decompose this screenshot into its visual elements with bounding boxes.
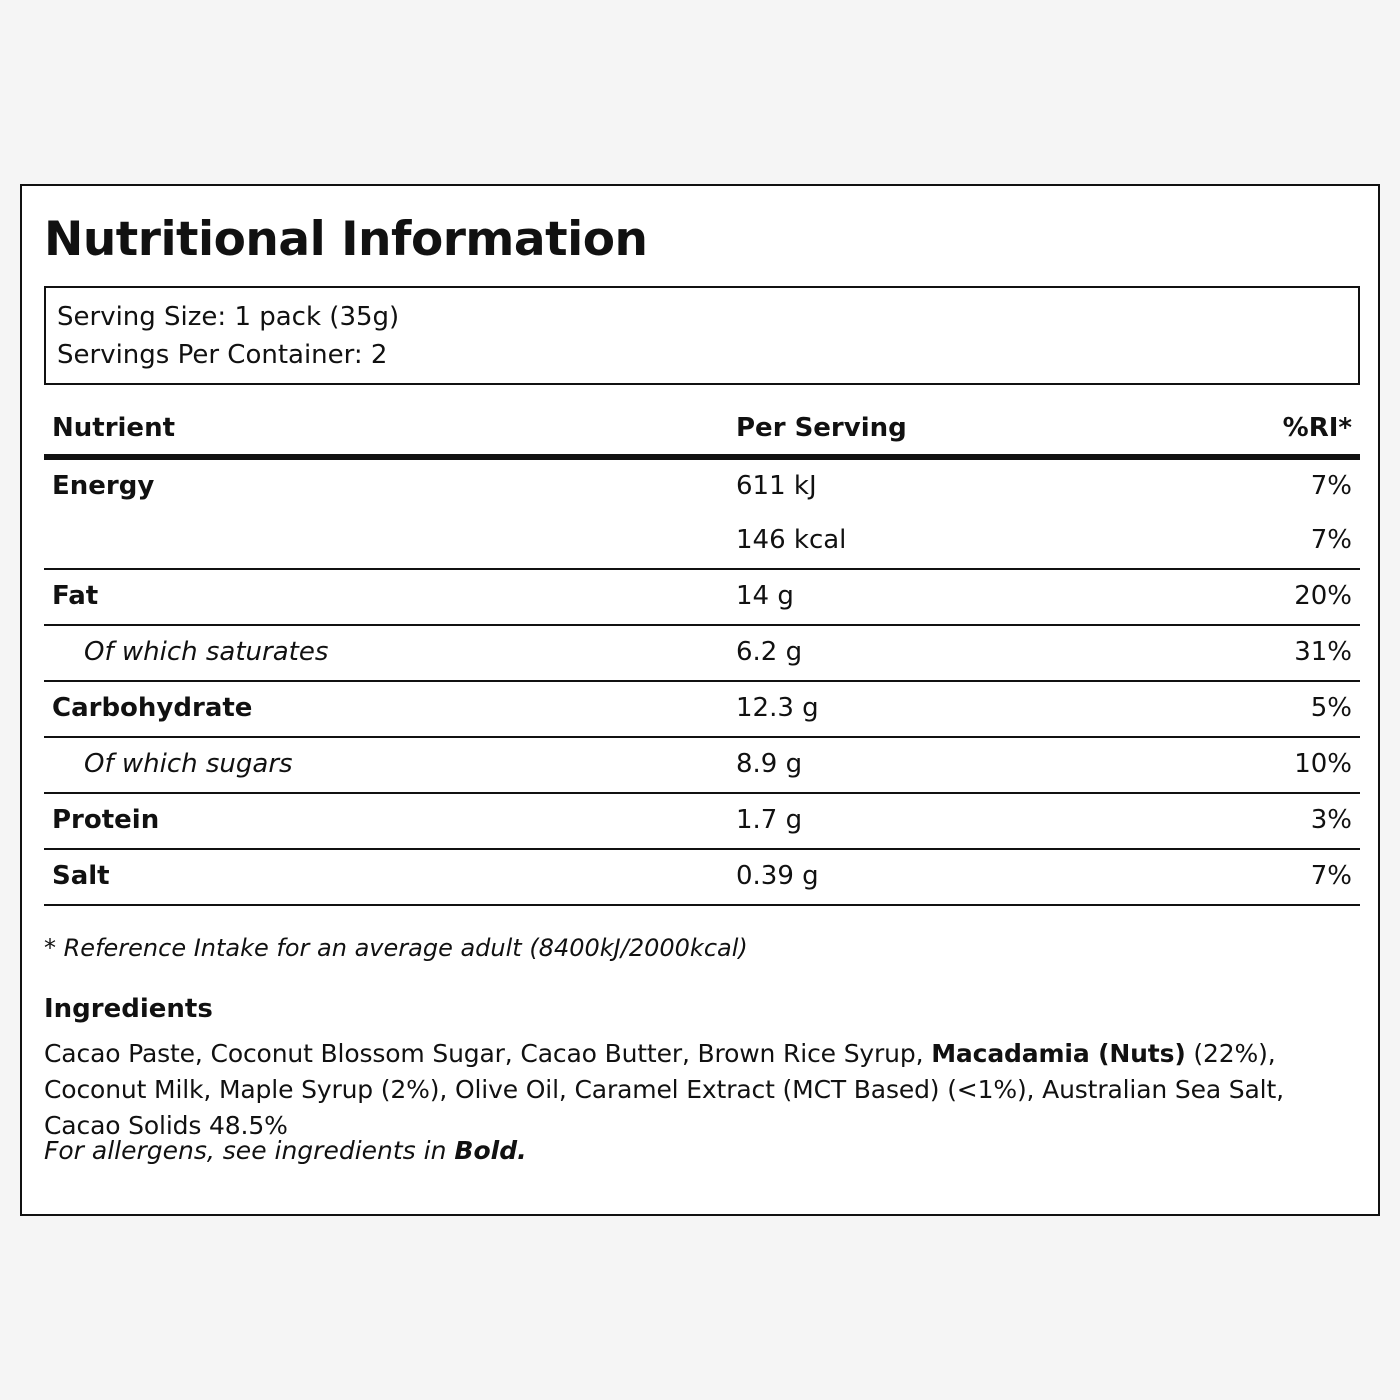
nutrient-ri: 10% — [1294, 749, 1352, 779]
nutrient-name: Protein — [52, 805, 160, 835]
table-row-salt — [44, 850, 1360, 906]
nutrient-ri: 7% — [1310, 525, 1352, 555]
nutrition-table — [44, 408, 1360, 906]
table-row-fat — [44, 570, 1360, 626]
nutrient-value: 14 g — [736, 581, 794, 611]
nutrient-name: Carbohydrate — [52, 693, 253, 723]
ingredients-text: Cacao Paste, Coconut Blossom Sugar, Cacao Butter, Brown Rice Syrup, — [44, 1039, 932, 1068]
table-header — [44, 408, 1360, 460]
nutrient-value: 8.9 g — [736, 749, 803, 779]
nutrient-value: 0.39 g — [736, 861, 819, 891]
serving-size: Serving Size: 1 pack (35g) — [57, 302, 400, 332]
nutrient-ri: 31% — [1294, 637, 1352, 667]
nutrient-ri: 3% — [1310, 805, 1352, 835]
nutrient-value: 1.7 g — [736, 805, 803, 835]
table-row-carbohydrate — [44, 682, 1360, 738]
nutrition-panel — [20, 184, 1380, 1216]
serving-info-box — [44, 286, 1360, 385]
allergen-note-text: For allergens, see ingredients in — [44, 1136, 455, 1165]
nutrient-value: 611 kJ — [736, 471, 817, 501]
ingredients-heading: Ingredients — [44, 994, 213, 1024]
nutrient-value: 12.3 g — [736, 693, 819, 723]
header-nutrient: Nutrient — [52, 413, 176, 443]
table-row-saturates — [44, 626, 1360, 682]
allergen-note — [44, 1134, 527, 1168]
ingredients-list — [44, 1036, 1364, 1144]
nutrient-ri: 7% — [1310, 861, 1352, 891]
allergen-note-bold: Bold. — [454, 1136, 527, 1165]
allergen-ingredient: Macadamia (Nuts) — [931, 1039, 1186, 1068]
nutrient-value: 146 kcal — [736, 525, 847, 555]
nutrient-name: Fat — [52, 581, 99, 611]
nutrient-ri: 7% — [1310, 471, 1352, 501]
page-title: Nutritional Information — [44, 212, 648, 267]
servings-per-container: Servings Per Container: 2 — [57, 340, 388, 370]
nutrient-ri: 20% — [1294, 581, 1352, 611]
ingredients-text: (22%), Coconut Milk, Maple Syrup (2%), Olive Oil, Caramel Extract (MCT Based) (<1%), Australian Sea Salt, Cacao Solids 48.5% — [44, 1039, 1284, 1140]
nutrient-name: Salt — [52, 861, 110, 891]
table-row-protein — [44, 794, 1360, 850]
nutrient-name: Of which saturates — [84, 637, 329, 667]
reference-intake-footnote: * Reference Intake for an average adult (8400kJ/2000kcal) — [44, 934, 748, 962]
nutrient-ri: 5% — [1310, 693, 1352, 723]
header-ri: %RI* — [1282, 413, 1352, 443]
nutrient-name: Energy — [52, 471, 155, 501]
header-per-serving: Per Serving — [736, 413, 907, 443]
table-row-sugars — [44, 738, 1360, 794]
table-row-energy — [44, 460, 1360, 570]
nutrient-value: 6.2 g — [736, 637, 803, 667]
nutrient-name: Of which sugars — [84, 749, 293, 779]
